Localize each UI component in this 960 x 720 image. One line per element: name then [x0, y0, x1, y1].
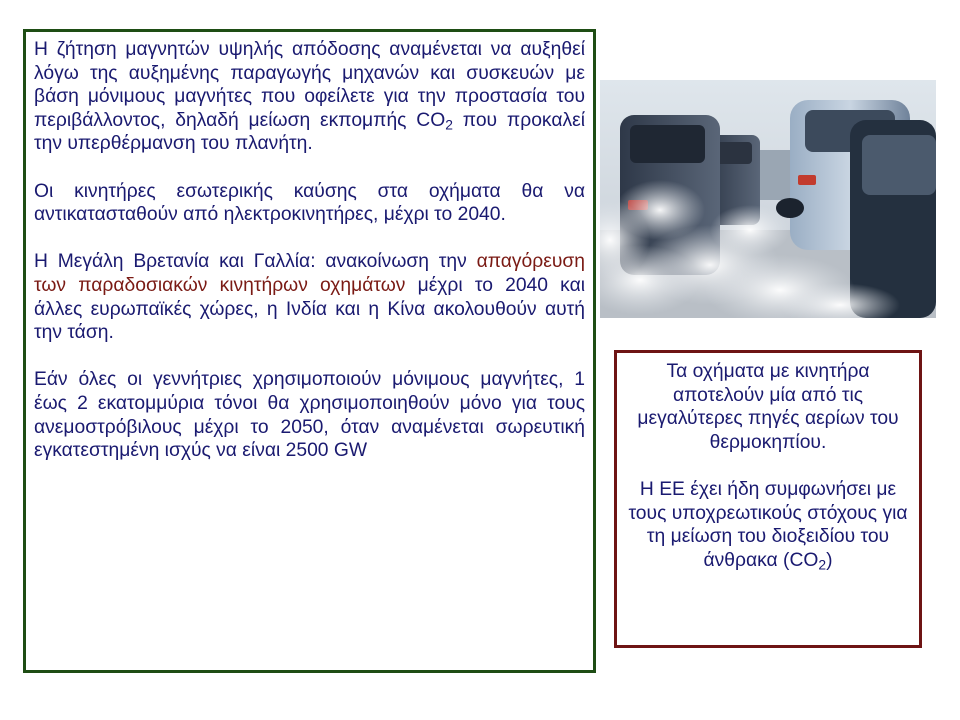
engine-ban-highlight: απαγόρευση των παραδοσιακών κινητήρων οχημάτων: [34, 251, 585, 296]
paragraph-engine-replacement: Οι κινητήρες εσωτερικής καύσης στα οχήματα θα να αντικατασταθούν από ηλεκτροκινητήρες, μέχρι το 2040.: [34, 180, 585, 226]
traffic-exhaust-illustration: [600, 80, 936, 318]
main-text-box: [23, 29, 596, 673]
paragraph-engine-ban: Η Μεγάλη Βρετανία και Γαλλία: ανακοίνωση την απαγόρευση των παραδοσιακών κινητήρων οχημάτων μέχρι το 2040 και άλλες ευρωπαϊκές χώρες, η Ινδία και η Κίνα ακολουθούν αυτή την τάση.: [34, 251, 586, 344]
co2-subscript: 2: [818, 556, 827, 573]
paragraph-wind-turbines: Εάν όλες οι γεννήτριες χρησιμοποιούν μόνιμους μαγνήτες, 1 έως 2 εκατομμύρια τόνοι θα χρησιμοποιηθούν μόνο για τους ανεμοστρόβιλους μέχρι το 2050, όταν αναμένεται σωρευτική εγκατεστημένη ισχύς να είναι 2500 GW: [34, 369, 585, 462]
co2-subscript: 2: [445, 116, 453, 133]
paragraph-emission-demand: Η ζήτηση μαγνητών υψηλής απόδοσης αναμένεται να αυξηθεί λόγω της αυξημένης παραγωγής μηχανών και συσκευών με βάση μόνιμους μαγνήτες που οφείλετε για την προστασία του περιβάλλοντος, δηλαδή μείωση εκπομπής $CO_2$ που προκαλεί την υπερθέρμανση του πλανήτη.: [34, 39, 585, 155]
paragraph-greenhouse: Τα οχήματα με κινητήρα αποτελούν μία από τις μεγαλύτερες πηγές αερίων του θερμοκηπίου.: [637, 361, 899, 453]
traffic-exhaust-photo: [600, 80, 936, 318]
side-text-box: [614, 350, 922, 648]
paragraph-eu-targets: Η ΕΕ έχει ήδη συμφωνήσει με τους υποχρεωτικούς στόχους για τη μείωση του διοξειδίου του άνθρακα $(CO_2)$: [628, 478, 908, 573]
